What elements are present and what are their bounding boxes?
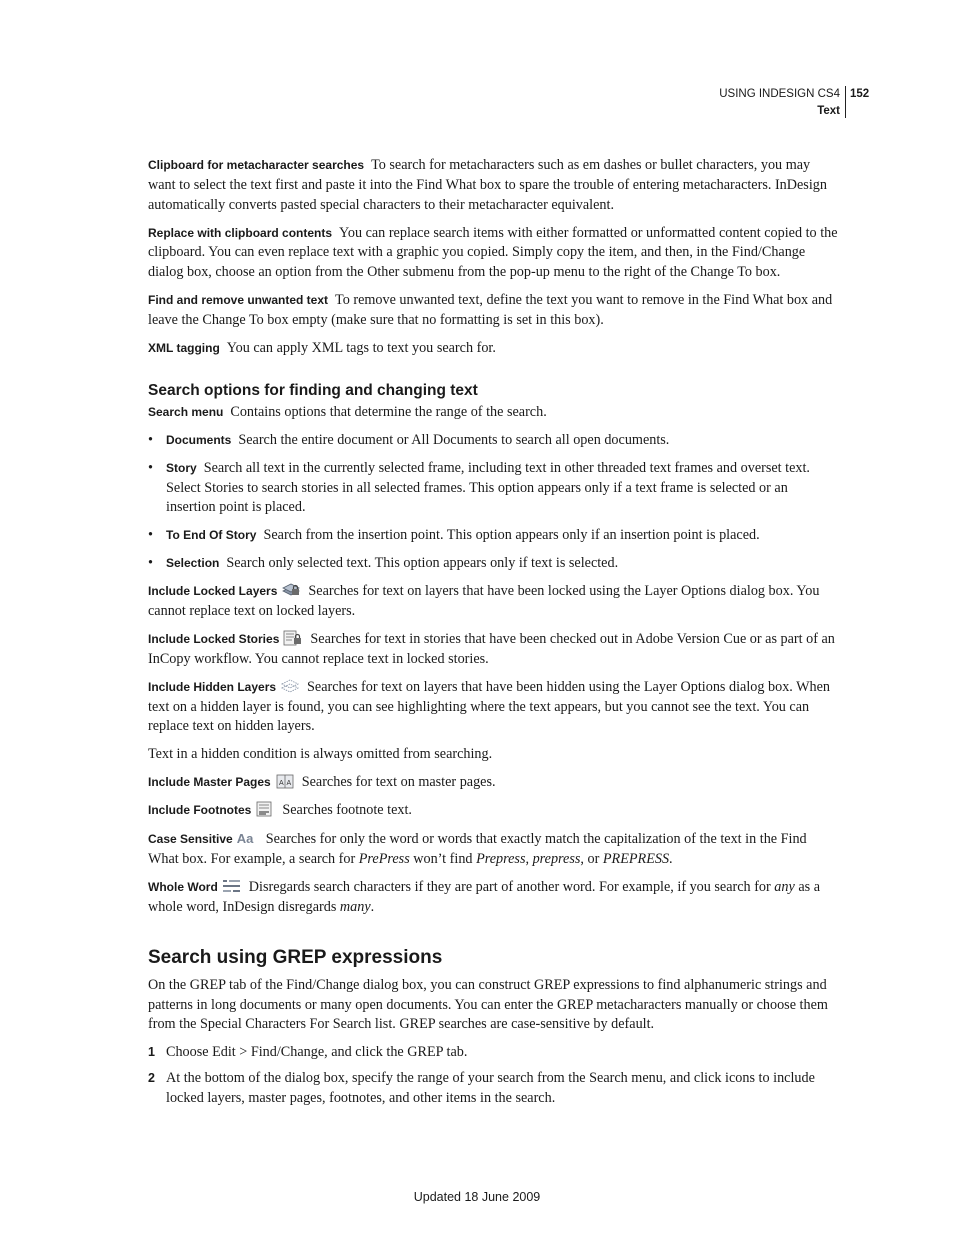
step-item <box>148 1043 840 1063</box>
paragraph-text: Search only selected text. This option appears only if text is selected. <box>226 555 619 572</box>
emphasis-text: many <box>339 898 371 915</box>
paragraph-text: Contains options that determine the range of the search. <box>230 403 547 420</box>
locked-layers-icon <box>281 582 301 598</box>
paragraph-text: . <box>370 898 375 915</box>
term-label: Include Locked Layers <box>148 584 278 599</box>
paragraph-text: Searches for text on master pages. <box>301 774 496 791</box>
page-footer: Updated 18 June 2009 <box>413 1190 541 1204</box>
paragraph-text: Search from the insertion point. This option appears only if an insertion point is placed. <box>263 527 760 544</box>
paragraph-text: Searches footnote text. <box>282 802 412 819</box>
paragraph-text: Searches for text on layers that have been locked using the Layer Options dialog box. You cannot replace text on locked layers. <box>148 583 820 620</box>
term-label: Whole Word <box>148 880 218 895</box>
step-item <box>148 1069 840 1109</box>
svg-text:A: A <box>278 780 284 788</box>
paragraph-text: Search all text in the currently selected frame, including text in other threaded text frames and overset text. Select Stories to search stories in all selected frames. This option appears only if a text frame is selected or an insertion point is placed. <box>166 459 810 516</box>
paragraph-text: Searches for text in stories that have been checked out in Adobe Version Cue or as part of an InCopy workflow. You cannot replace text in locked stories. <box>148 631 835 667</box>
term-label: Selection <box>166 556 220 571</box>
footnotes-paragraph <box>148 801 840 821</box>
hidden-layers-icon <box>280 678 300 694</box>
bullet-dot: • <box>148 527 153 544</box>
emphasis-text: any <box>774 879 795 896</box>
bullet-dot: • <box>148 431 153 448</box>
grep-heading: Search using GREP expressions <box>148 946 443 968</box>
header-title: USING INDESIGN CS4 <box>719 88 840 100</box>
paragraph-text: , <box>525 851 533 868</box>
footnotes-icon <box>255 801 275 817</box>
search-menu-paragraph <box>148 403 840 423</box>
case-sensitive-icon: Aa <box>236 831 254 847</box>
xml-tagging-paragraph <box>148 339 840 359</box>
term-label: Replace with clipboard contents <box>148 225 333 240</box>
term-label: XML tagging <box>148 340 220 355</box>
svg-text:A: A <box>286 780 291 788</box>
term-label: Case Sensitive <box>148 832 233 847</box>
paragraph-text: Searches for text on layers that have been hidden using the Layer Options dialog box. When text on a hidden layer is found, you can see highlighting where the text appears, but you cannot see the text. You can replace text on hidden layers. <box>148 678 830 735</box>
page-number: 152 <box>850 88 870 100</box>
paragraph-text: To remove unwanted text, define the text you want to remove in the Find What box and leave the Change To box empty (make sure that no formatting is set in this box). <box>148 292 833 328</box>
paragraph-text: , or <box>580 851 603 868</box>
search-options-heading: Search options for finding and changing text <box>148 381 478 399</box>
paragraph-text: won’t find <box>409 851 477 868</box>
paragraph-text: You can apply XML tags to text you search for. <box>226 339 496 356</box>
emphasis-text: Prepress <box>476 851 526 868</box>
bullet-item-documents <box>148 431 840 451</box>
bullet-item-story <box>148 459 840 518</box>
term-label: Search menu <box>148 404 224 419</box>
master-pages-icon <box>275 773 295 789</box>
page-body <box>148 156 840 1115</box>
replace-clipboard-paragraph <box>148 224 840 283</box>
term-label: Documents <box>166 432 232 447</box>
bullet-item-selection <box>148 554 840 574</box>
emphasis-text: PREPRESS <box>602 851 670 868</box>
bullet-item-to-end-of-story <box>148 526 840 546</box>
find-remove-paragraph <box>148 291 840 331</box>
locked-layers-paragraph <box>148 582 840 622</box>
term-label: Include Hidden Layers <box>148 679 277 694</box>
paragraph-text: Searches for only the word or words that exactly match the capitalization of the text in the Find What box. For example, a search for <box>148 831 807 868</box>
term-label: Clipboard for metacharacter searches <box>148 158 365 172</box>
header-section: Text <box>817 105 840 117</box>
term-label: Find and remove unwanted text <box>148 293 329 308</box>
bullet-dot: • <box>148 555 153 572</box>
step-number: 1 <box>148 1045 155 1060</box>
term-label: Include Master Pages <box>148 775 271 790</box>
emphasis-text: PrePress <box>358 851 410 868</box>
clipboard-metacharacter-paragraph <box>148 156 840 215</box>
term-label: To End Of Story <box>166 528 257 543</box>
paragraph-text: as a whole word, InDesign disregards <box>148 879 820 915</box>
running-header <box>600 86 846 118</box>
hidden-condition-paragraph: Text in a hidden condition is always omitted from searching. <box>148 746 493 763</box>
emphasis-text: prepress <box>532 851 581 868</box>
term-label: Include Footnotes <box>148 803 252 818</box>
bullet-dot: • <box>148 459 153 476</box>
paragraph-text: You can replace search items with either formatted or unformatted content copied to the clipboard. You can even replace text with a graphic you copied. Simply copy the item, and then, in the Find/Change dialog box, choose an option from the Other submenu from the pop-up menu to the right of the Change To box. <box>148 224 838 281</box>
step-text: At the bottom of the dialog box, specify the range of your search from the Search menu, and click icons to include locked layers, master pages, footnotes, and other items in the search. <box>166 1070 815 1106</box>
paragraph-text: Disregards search characters if they are part of another word. For example, if you search for <box>248 879 775 896</box>
term-label: Include Locked Stories <box>148 632 280 647</box>
step-number: 2 <box>148 1071 155 1086</box>
paragraph-text: To search for metacharacters such as em dashes or bullet characters, you may want to select the text first and paste it into the Find What box to spare the trouble of entering metacharacters. InDesign automatically converts pasted special characters to their metacharacter equivalent. <box>148 157 827 213</box>
step-text: Choose Edit > Find/Change, and click the GREP tab. <box>166 1044 468 1061</box>
locked-stories-icon <box>283 630 303 646</box>
term-label: Story <box>166 460 197 475</box>
case-sensitive-paragraph <box>148 829 840 870</box>
hidden-layers-paragraph <box>148 678 840 737</box>
master-pages-paragraph <box>148 773 840 793</box>
locked-stories-paragraph <box>148 630 840 670</box>
paragraph-text: Search the entire document or All Documents to search all open documents. <box>238 431 670 448</box>
whole-word-paragraph <box>148 878 840 918</box>
whole-word-icon <box>222 878 242 894</box>
paragraph-text: . <box>669 851 673 868</box>
grep-intro-paragraph: On the GREP tab of the Find/Change dialog box, you can construct GREP expressions to find alphanumeric strings and patterns in long documents or many open documents. You can enter the GREP metacharacters manually or choose them from the Special Characters For Search list. GREP searches are case-sensitive by default. <box>148 976 828 1033</box>
